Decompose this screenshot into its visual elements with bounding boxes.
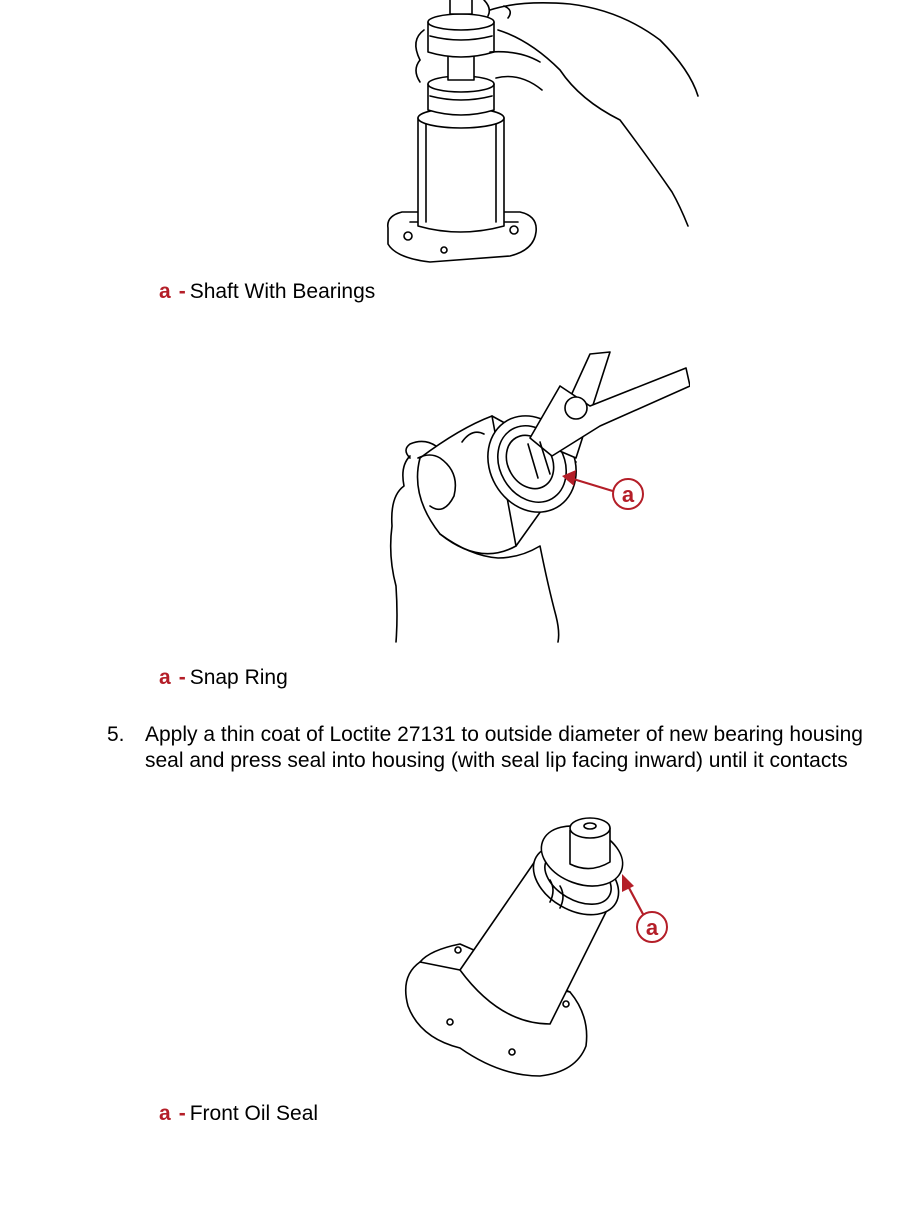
caption-dash: -: [178, 280, 186, 303]
caption-dash: -: [178, 666, 186, 689]
caption-key: a: [159, 1102, 171, 1125]
caption-key: a: [159, 280, 171, 303]
shaft-with-bearings-illustration: [380, 0, 710, 270]
step-text-line-1: Apply a thin coat of Loctite 27131 to outside diameter of new bearing housing: [145, 723, 863, 746]
figure-caption: [159, 1102, 318, 1126]
caption-text: Shaft With Bearings: [189, 280, 376, 303]
callout-label: a: [645, 915, 659, 940]
front-oil-seal-illustration: [400, 810, 690, 1090]
caption-text: Front Oil Seal: [189, 1102, 319, 1125]
figure-caption: [159, 666, 288, 690]
caption-key: a: [159, 666, 171, 689]
caption-text: Snap Ring: [189, 666, 288, 689]
step-number: 5.: [107, 723, 125, 746]
snap-ring-illustration: [380, 346, 690, 646]
callout-label: a: [621, 482, 635, 507]
step-text-line-2: seal and press seal into housing (with seal lip facing inward) until it contacts: [145, 749, 848, 772]
caption-dash: -: [178, 1102, 186, 1125]
figure-caption: [159, 280, 375, 304]
